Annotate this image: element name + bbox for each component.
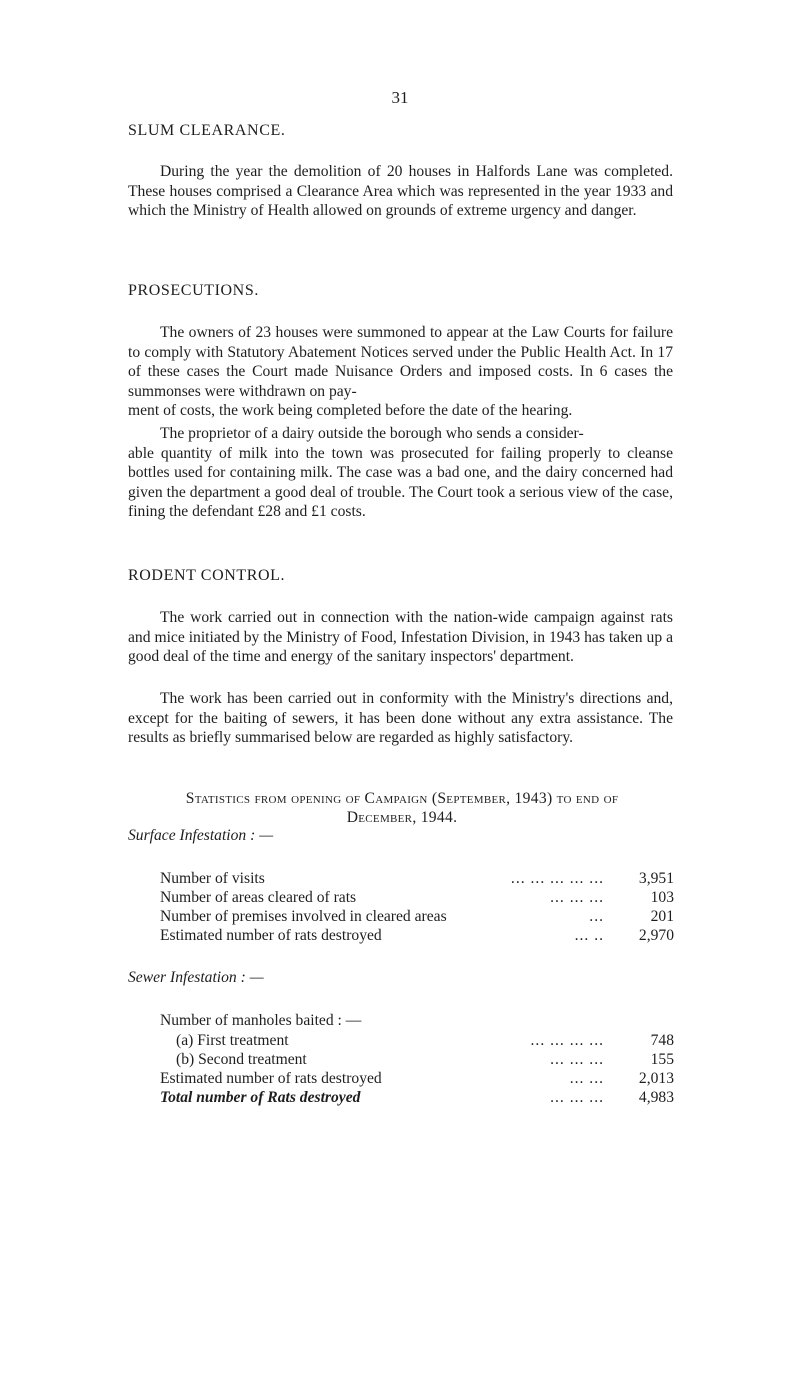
page-number: 31 xyxy=(391,88,409,107)
stat-label: Estimated number of rats destroyed xyxy=(160,1070,382,1087)
stat-row-premises xyxy=(160,907,674,926)
stat-dots: ... ... ... xyxy=(550,1089,604,1106)
stat-dots: ... ... xyxy=(569,1070,604,1087)
paragraph-prosecutions-owners: The owners of 23 houses were summoned to appear at the Law Courts for failure to comply with Statutory Abatement Notices served under the Public Health Act. In 17 of these cases the Court made Nuisance Orders and imposed costs. In 6 cases the summonses were withdrawn on pay- ment of costs, the work being completed before the date of the hearing. xyxy=(128,324,673,420)
statistics-title-line1: Statistics from opening of Campaign (September, 1943) to end of xyxy=(185,790,619,807)
statistics-title xyxy=(128,789,676,827)
stat-value: 103 xyxy=(650,889,674,906)
paragraph-rodent-campaign: The work carried out in connection with the nation-wide campaign against rats and mice initiated by the Ministry of Food, Infestation Division, in 1943 has taken up a good deal of the time and energy of the sanitary inspectors' department. xyxy=(128,609,673,666)
stat-row-areas-cleared xyxy=(160,888,674,907)
paragraph-slum-clearance: During the year the demolition of 20 houses in Halfords Lane was completed. These houses comprised a Clearance Area which was represented in the year 1933 and which the Ministry of Health allowed on grounds of extreme urgency and danger. xyxy=(128,163,673,220)
stat-row-visits xyxy=(160,869,674,888)
stat-value: 155 xyxy=(650,1051,674,1068)
stat-row-second-treatment xyxy=(176,1050,674,1069)
stat-dots: ... ... ... xyxy=(550,1051,604,1068)
statistics-title-line2: December, 1944. xyxy=(346,809,458,826)
stat-row-manholes-label xyxy=(160,1011,674,1030)
stat-row-total-rats-destroyed xyxy=(160,1088,674,1107)
surface-infestation-label: Surface Infestation : — xyxy=(128,827,274,844)
stat-dots: ... ... ... ... xyxy=(530,1032,604,1049)
stat-label: Total number of Rats destroyed xyxy=(160,1089,361,1106)
stat-value: 3,951 xyxy=(638,870,674,887)
stat-row-first-treatment xyxy=(176,1031,674,1050)
stat-dots: ... ... ... xyxy=(550,889,604,906)
section-heading-rodent-control: RODENT CONTROL. xyxy=(128,567,286,584)
paragraph-prosecutions-dairy: The proprietor of a dairy outside the borough who sends a consider- able quantity of milk into the town was prosecuted for failing properly to cleanse bottles used for containing milk. The case was a bad one, and the dairy concerned had given the department a good deal of trouble. The Court took a serious view of the case, fining the defendant £28 and £1 costs. xyxy=(128,425,673,521)
stat-label: Number of visits xyxy=(160,870,265,887)
stat-label: Estimated number of rats destroyed xyxy=(160,927,382,944)
section-heading-slum-clearance: SLUM CLEARANCE. xyxy=(128,122,286,139)
stat-label: Number of premises involved in cleared areas xyxy=(160,908,447,925)
stat-value: 201 xyxy=(650,908,674,925)
stat-value: 2,970 xyxy=(638,927,674,944)
section-heading-prosecutions: PROSECUTIONS. xyxy=(128,282,259,299)
stat-dots: ... ... ... ... ... xyxy=(510,870,604,887)
stat-dots: ... xyxy=(589,908,604,925)
stat-label: Number of manholes baited : — xyxy=(160,1012,362,1029)
stat-row-rats-destroyed-sewer xyxy=(160,1069,674,1088)
stat-value: 2,013 xyxy=(638,1070,674,1087)
stat-label: Number of areas cleared of rats xyxy=(160,889,357,906)
stat-value: 748 xyxy=(650,1032,674,1049)
paragraph-rodent-results: The work has been carried out in conformity with the Ministry's directions and, except for the baiting of sewers, it has been done without any extra assistance. The results as briefly summarised below are regarded as highly satisfactory. xyxy=(128,690,673,747)
stat-label: (b) Second treatment xyxy=(176,1051,307,1068)
stat-value: 4,983 xyxy=(638,1089,674,1106)
stat-dots: ... .. xyxy=(574,927,604,944)
stat-label: (a) First treatment xyxy=(176,1032,289,1049)
sewer-infestation-label: Sewer Infestation : — xyxy=(128,969,264,986)
stat-row-rats-destroyed-surface xyxy=(160,926,674,945)
